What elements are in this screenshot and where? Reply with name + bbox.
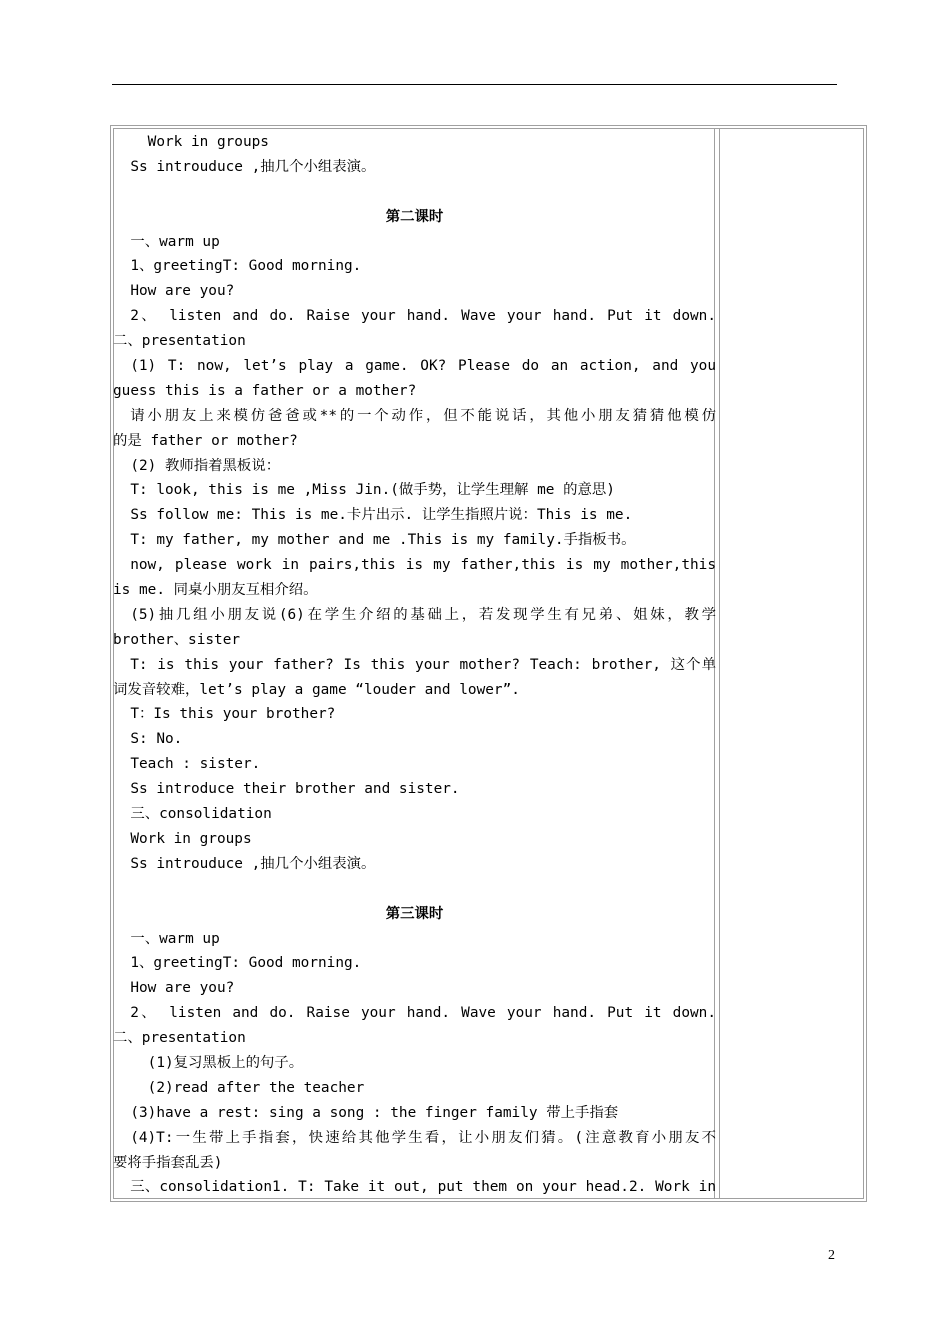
text-line: 1、greetingT: Good morning. xyxy=(113,955,362,972)
section-heading: 第二课时 xyxy=(385,208,444,225)
text-line: 三、consolidation xyxy=(113,806,272,823)
text-line: guess this is a father or a mother? xyxy=(113,382,417,399)
text-line: 2、 listen and do. Raise your hand. Wave your hand. Put it down. xyxy=(130,1005,716,1022)
text-line: Work in groups xyxy=(113,830,252,847)
text-line: is me. 同桌小朋友互相介绍。 xyxy=(113,582,318,599)
text-line: Ss introduce their brother and sister. xyxy=(113,781,460,798)
text-line: T: look, this is me ,Miss Jin.(做手势，让学生理解 me 的意思) xyxy=(113,482,615,499)
text-line: T：Is this your brother? xyxy=(113,706,336,723)
page-number: 2 xyxy=(828,1248,835,1263)
notes-column-divider xyxy=(719,128,721,1199)
text-line: 请小朋友上来模仿爸爸或**的一个动作，但不能说话，其他小朋友猜猜他模仿 xyxy=(130,407,716,424)
text-line: 二、presentation xyxy=(113,1030,246,1047)
text-line: 1、greetingT: Good morning. xyxy=(113,258,362,275)
text-line xyxy=(113,877,716,902)
text-line: 三、consolidation1. T: Take it out, put them on your head.2. Work in xyxy=(130,1179,716,1196)
text-line: S: No. xyxy=(113,731,183,748)
text-line: Ss introuduce ,抽几个小组表演。 xyxy=(113,855,376,872)
text-line: (4)T:一生带上手指套，快速给其他学生看，让小朋友们猜。(注意教育小朋友不 xyxy=(130,1129,716,1146)
text-line: 要将手指套乱丢) xyxy=(113,1154,223,1171)
header-rule xyxy=(112,84,837,85)
text-line: 一、warm up xyxy=(113,930,220,947)
section-heading: 第三课时 xyxy=(385,905,444,922)
text-line: How are you? xyxy=(113,283,235,300)
text-line: (1)复习黑板上的句子。 xyxy=(113,1054,304,1071)
text-line: 的是 father or mother? xyxy=(113,432,298,449)
text-line: (5)抽几组小朋友说(6)在学生介绍的基础上，若发现学生有兄弟、姐妹，教学 xyxy=(130,606,716,623)
text-line: (1) T: now, let’s play a game. OK? Please do an action, and you xyxy=(130,358,716,375)
text-line: (2) 教师指着黑板说： xyxy=(113,457,281,474)
text-line: 二、presentation xyxy=(113,333,246,350)
text-line: T: my father, my mother and me .This is my family.手指板书。 xyxy=(113,532,636,549)
text-line: 2、 listen and do. Raise your hand. Wave your hand. Put it down. xyxy=(130,308,716,325)
text-line: Ss introuduce ,抽几个小组表演。 xyxy=(113,158,376,175)
lesson-plan-content xyxy=(113,130,716,1200)
text-line: 词发音较难，let’s play a game “louder and lower”. xyxy=(113,681,520,698)
text-line: How are you? xyxy=(113,980,235,997)
text-line: Teach : sister. xyxy=(113,756,261,773)
text-line xyxy=(113,180,716,205)
text-line: 一、warm up xyxy=(113,233,220,250)
text-line: now, please work in pairs,this is my father,this is my mother,this xyxy=(130,557,716,574)
text-line: T: is this your father? Is this your mother? Teach: brother, 这个单 xyxy=(130,656,716,673)
text-line: Ss follow me: This is me.卡片出示. 让学生指照片说：This is me. xyxy=(113,507,633,524)
text-line: (2)read after the teacher xyxy=(113,1079,365,1096)
text-line: (3)have a rest: sing a song : the finger family 带上手指套 xyxy=(113,1104,619,1121)
text-line: brother、sister xyxy=(113,631,241,648)
text-line: Work in groups xyxy=(113,134,269,150)
